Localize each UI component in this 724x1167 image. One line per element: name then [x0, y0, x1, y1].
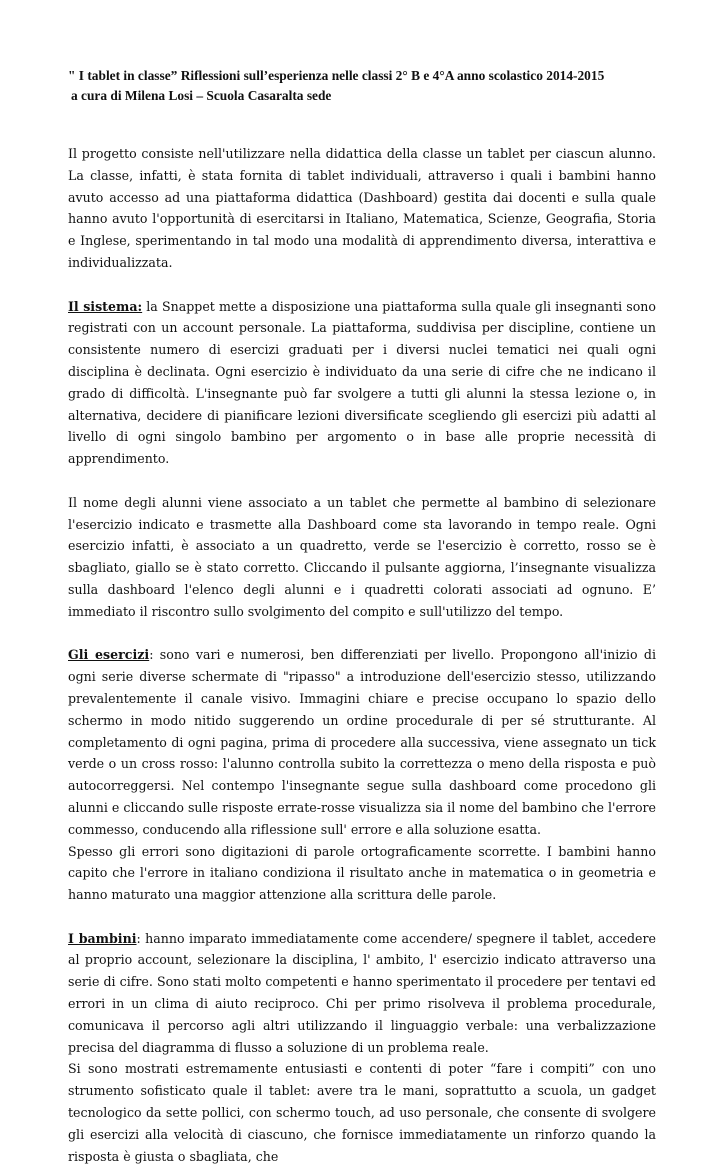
esercizi-paragraph-2: Spesso gli errori sono digitazioni di parole ortograficamente scorrette. I bambini hanno capito che l'errore in italiano condiziona il risultato anche in matematica o in geometria e hanno maturato una maggior attenzione alla scrittura delle parole.: [68, 843, 656, 903]
sistema-paragraph: [68, 296, 656, 470]
alunni-paragraph: Il nome degli alunni viene associato a un tablet che permette al bambino di selezionare l'esercizio indicato e trasmette alla Dashboard come sta lavorando in tempo reale. Ogni esercizio infatti, è associato a un quadretto, verde se l'esercizio è corretto, rosso se è sbagliato, giallo se è stato corretto. Cliccando il pulsante aggiorna, l’insegnante visualizza sulla dashboard l'elenco degli alunni e i quadretti colorati associati ad ognuno. E’ immediato il riscontro sullo svolgimento del compito e sull'utilizzo del tempo.: [68, 494, 656, 619]
esercizi-paragraph: [68, 644, 656, 840]
document-body: [68, 143, 656, 1167]
esercizi-text: : sono vari e numerosi, ben differenziati per livello. Propongono all'inizio di ogni serie diverse schermate di "ripasso" a introduzione dell'esercizio stesso, utilizzando prevalentemente il canale visivo. Immagini chiare e precise occupano lo spazio dello schermo in modo nitido suggerendo un ordine procedurale di per sé strutturante. Al completamento di ogni pagina, prima di procedere alla successiva, viene assegnato un tick verde o un cross rosso: l'alunno controlla subito la correttezza o meno della risposta e può autocorreggersi. Nel contempo l'insegnante segue sulla dashboard come procedono gli alunni e cliccando sulle risposte errate-rosse visualizza sia il nome del bambino che l'errore commesso, conducendo alla riflessione sull' errore e alla soluzione esatta.: [68, 647, 656, 837]
bambini-paragraph: [68, 928, 656, 1059]
document-author: a cura di Milena Losi – Scuola Casaralta sede: [71, 88, 332, 103]
bambini-paragraph-2: Si sono mostrati estremamente entusiasti e contenti di poter “fare i compiti” con uno strumento sofisticato quale il tablet: avere tra le mani, soprattutto a scuola, un gadget tecnologico da sette pollici, con schermo touch, ad uso personale, che consente di svolgere gli esercizi alla velocità di ciascuno, che fornisce immediatamente un rinforzo quando la risposta è giusta o sbagliata, che: [68, 1061, 656, 1164]
document-title: " I tablet in classe” Riflessioni sull’esperienza nelle classi 2° B e 4°A anno scolastico 2014-2015: [68, 68, 605, 83]
sistema-heading: Il sistema:: [68, 298, 143, 314]
document-header: [68, 66, 668, 106]
bambini-heading: I bambini: [68, 930, 137, 946]
esercizi-heading: Gli esercizi: [68, 647, 150, 663]
sistema-text: la Snappet mette a disposizione una piattaforma sulla quale gli insegnanti sono registrati con un account personale. La piattaforma, suddivisa per discipline, contiene un consistente numero di esercizi graduati per i diversi nuclei tematici nei quali ogni disciplina è declinata. Ogni esercizio è individuato da una serie di cifre che ne indicano il grado di difficoltà. L'insegnante può far svolgere a tutti gli alunni la stessa lezione o, in alternativa, decidere di pianificare lezioni diversificate scegliendo gli esercizi più adatti al livello di ogni singolo bambino per argomento o in base alle proprie necessità di apprendimento.: [68, 298, 656, 467]
intro-paragraph: Il progetto consiste nell'utilizzare nella didattica della classe un tablet per ciascun alunno. La classe, infatti, è stata fornita di tablet individuali, attraverso i quali i bambini hanno avuto accesso ad una piattaforma didattica (Dashboard) gestita dai docenti e sulla quale hanno avuto l'opportunità di esercitarsi in Italiano, Matematica, Scienze, Geografia, Storia e Inglese, sperimentando in tal modo una modalità di apprendimento diversa, interattiva e individualizzata.: [68, 146, 656, 270]
bambini-text: : hanno imparato immediatamente come accendere/ spegnere il tablet, accedere al proprio account, selezionare la disciplina, l' ambito, l' esercizio indicato attraverso una serie di cifre. Sono stati molto competenti e hanno sperimentato il procedere per tentavi ed errori in un clima di aiuto reciproco. Chi per primo risolveva il problema procedurale, comunicava il percorso agli altri utilizzando il linguaggio verbale: una verbalizzazione precisa del diagramma di flusso a soluzione di un problema reale.: [68, 930, 656, 1055]
